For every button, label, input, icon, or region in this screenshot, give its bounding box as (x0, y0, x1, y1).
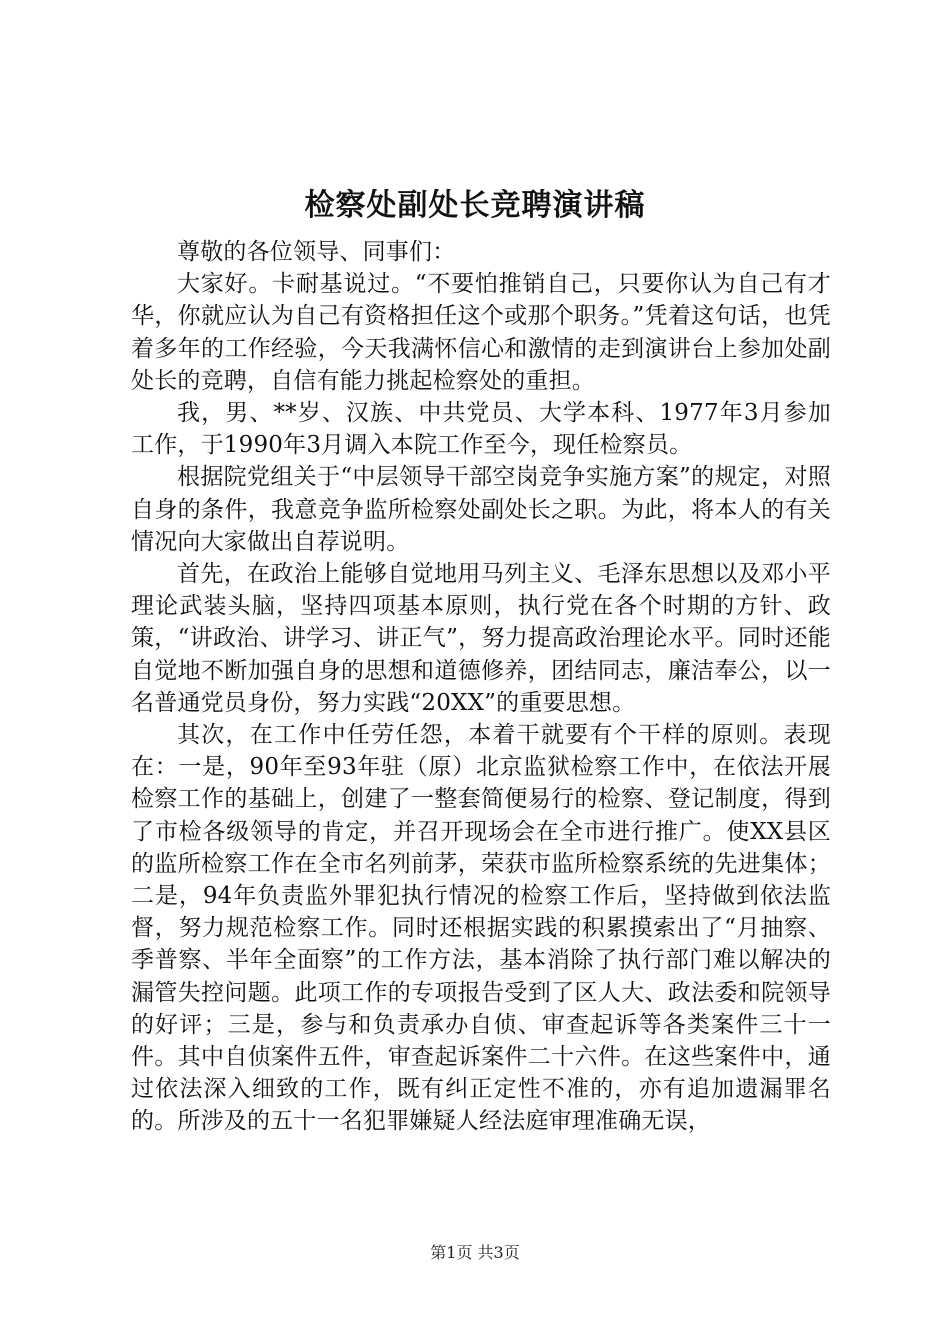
paragraph-personal-info: 我，男、**岁、汉族、中共党员、大学本科、1977年3月参加工作，于1990年3月调入本院工作至今，现任检察员。 (131, 400, 831, 459)
paragraph-application: 根据院党组关于“中层领导干部空岗竞争实施方案”的规定，对照自身的条件，我意竞争监所检察处副处长之职。为此，将本人的有关情况向大家做出自荐说明。 (131, 464, 831, 555)
paragraph-political: 首先，在政治上能够自觉地用马列主义、毛泽东思想以及邓小平理论武装头脑，坚持四项基本原则，执行党在各个时期的方针、政策，“讲政治、讲学习、讲正气”，努力提高政治理论水平。同时还能自觉地不断加强自身的思想和道德修养，团结同志，廉洁奉公，以一名普通党员身份，努力实践“20XX”的重要思想。 (131, 561, 831, 716)
paragraph-salutation: 尊敬的各位领导、同事们： (177, 239, 456, 265)
paragraph-work: 其次，在工作中任劳任怨，本着干就要有个干样的原则。表现在：一是，90年至93年驻（原）北京监狱检察工作中，在依法开展检察工作的基础上，创建了一整套简便易行的检察、登记制度，得到了市检各级领导的肯定，并召开现场会在全市进行推广。使XX县区的监所检察工作在全市名列前茅，荣获市监所检察系统的先进集体；二是，94年负责监外罪犯执行情况的检察工作后，坚持做到依法监督，努力规范检察工作。同时还根据实践的积累摸索出了“月抽察、季普察、半年全面察”的工作方法，基本消除了执行部门难以解决的漏管失控问题。此项工作的专项报告受到了区人大、政法委和院领导的好评；三是，参与和负责承办自侦、审查起诉等各类案件三十一件。其中自侦案件五件，审查起诉案件二十六件。在这些案件中，通过依法深入细致的工作，既有纠正定性不准的，亦有追加遗漏罪名的。所涉及的五十一名犯罪嫌疑人经法庭审理准确无误， (131, 722, 831, 1135)
document-title: 检察处副处长竞聘演讲稿 (304, 188, 646, 223)
document-body (131, 236, 831, 1138)
paragraph-greeting: 大家好。卡耐基说过。“不要怕推销自己，只要你认为自己有才华，你就应认为自己有资格担任这个或那个职务。”凭着这句话，也凭着多年的工作经验，今天我满怀信心和激情的走到演讲台上参加处副处长的竞聘，自信有能力挑起检察处的重担。 (131, 271, 831, 394)
page-number-footer: 第1页 共3页 (430, 1243, 520, 1262)
